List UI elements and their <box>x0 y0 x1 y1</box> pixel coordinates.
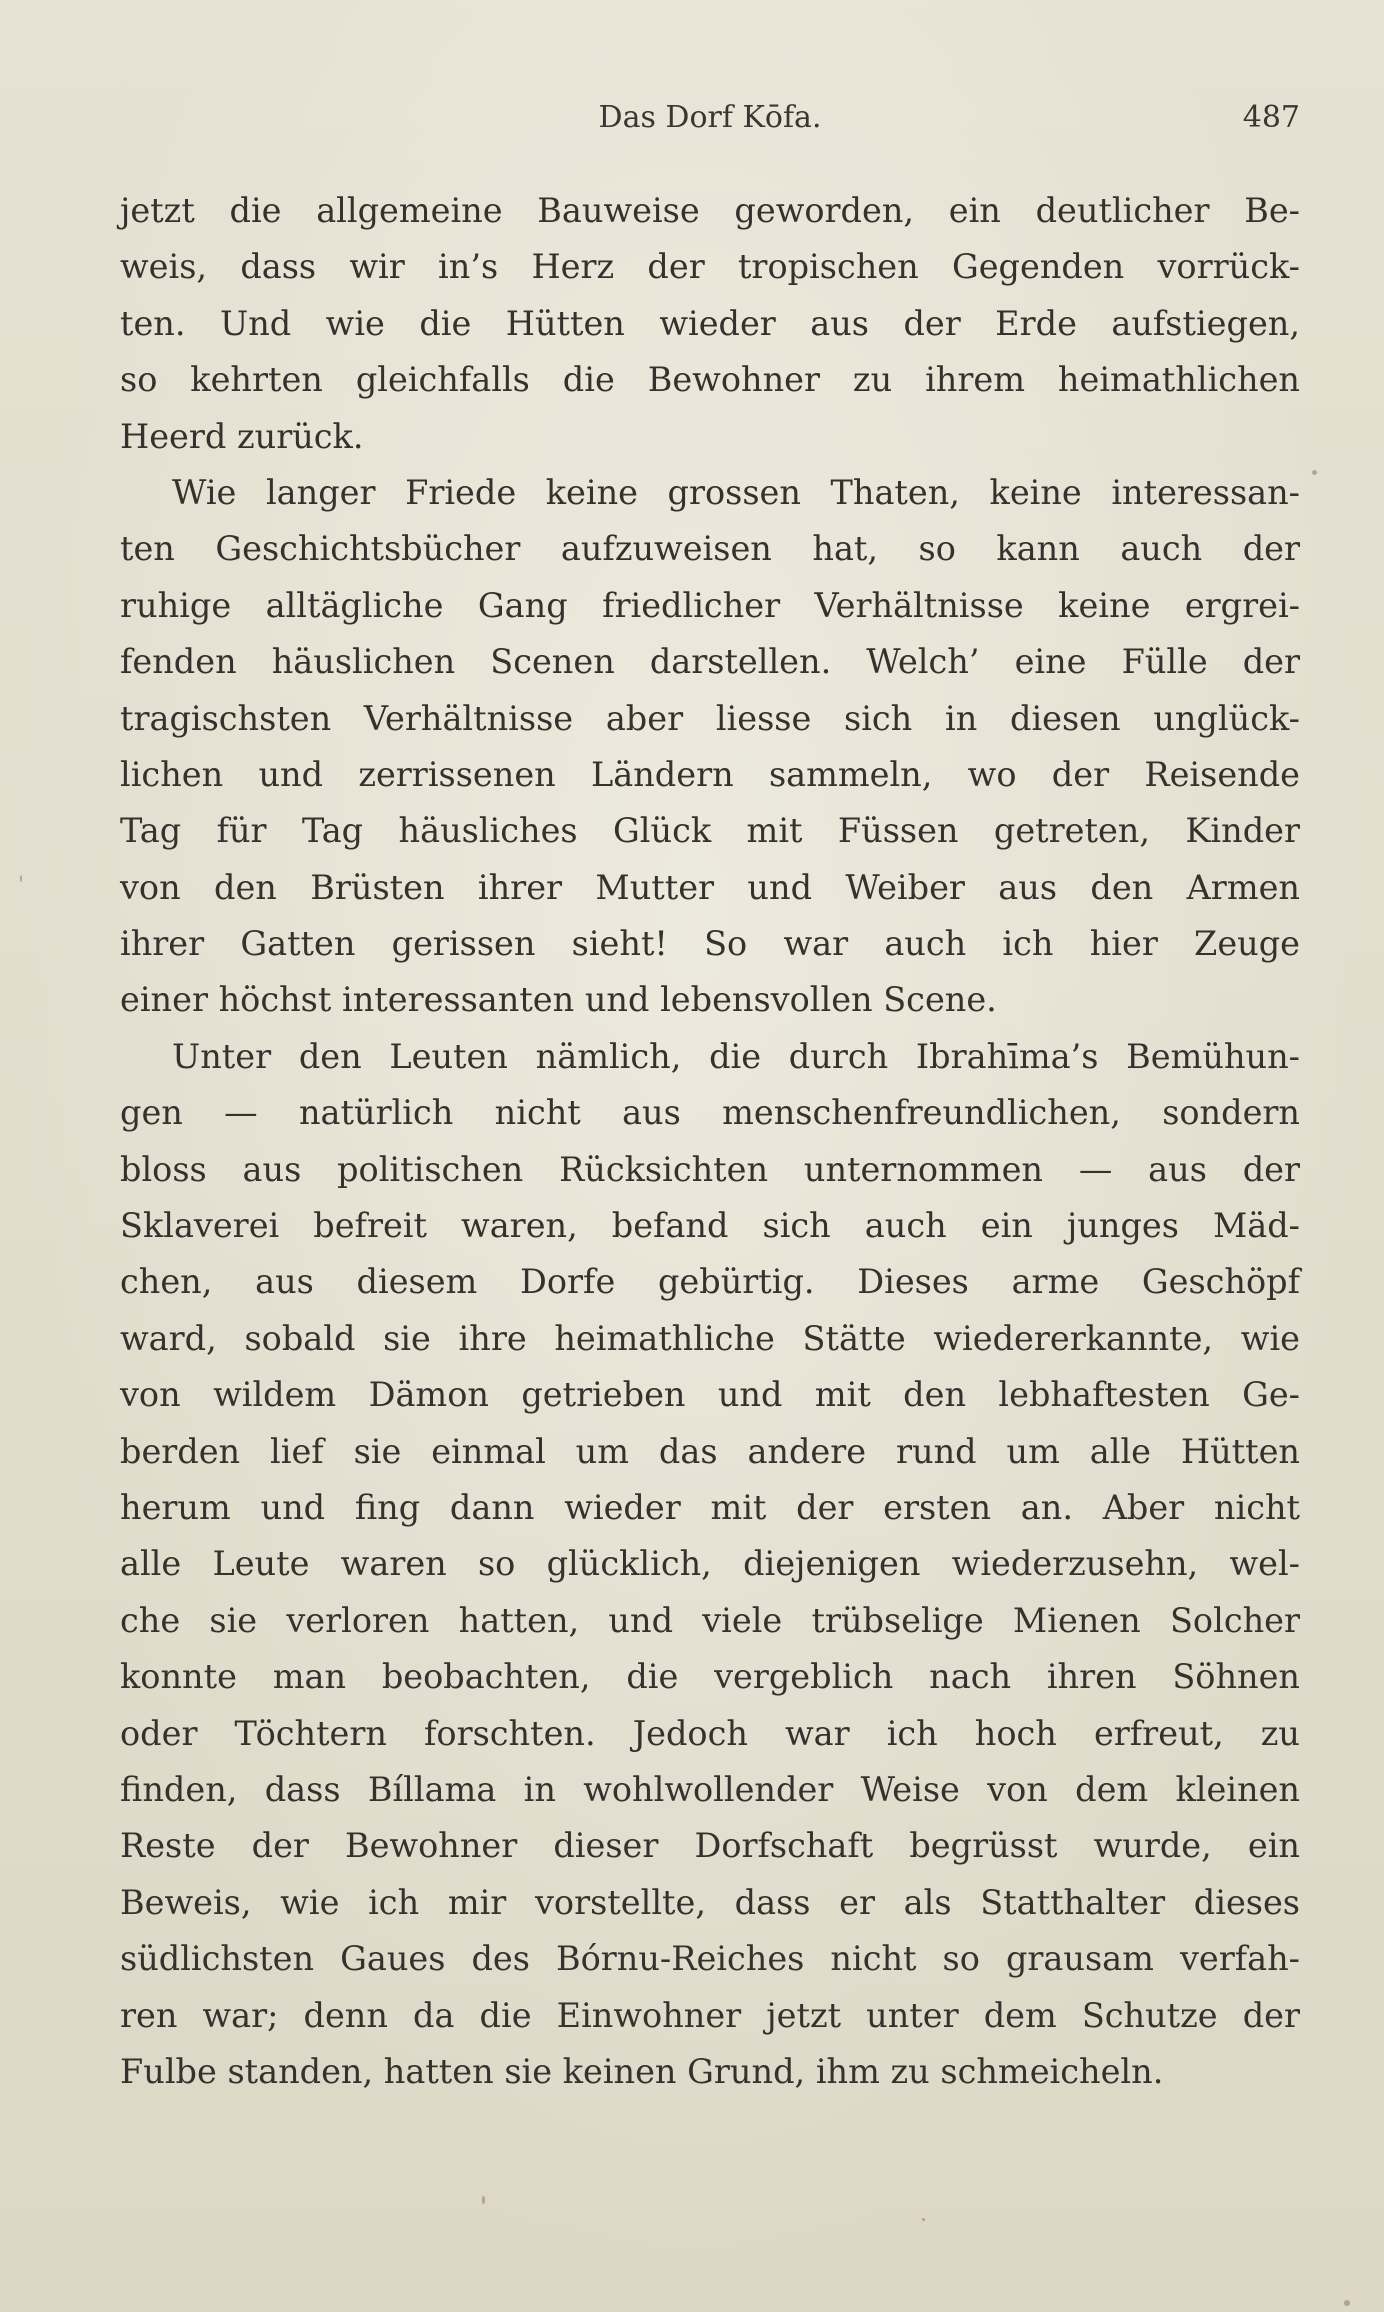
text-line: che sie verloren hatten, und viele trübselige Mienen Solcher <box>120 1600 1300 1640</box>
text-line: tragischsten Verhältnisse aber liesse sich in diesen unglück- <box>120 698 1300 738</box>
text-line: ward, sobald sie ihre heimathliche Stätte wiedererkannte, wie <box>120 1318 1300 1358</box>
text-line: Fulbe standen, hatten sie keinen Grund, ihm zu schmeicheln. <box>120 2051 1164 2091</box>
text-line: ren war; denn da die Einwohner jetzt unter dem Schutze der <box>120 1995 1300 2035</box>
text-line: von wildem Dämon getrieben und mit den lebhaftesten Ge- <box>120 1375 1300 1415</box>
text-line: ruhige alltägliche Gang friedlicher Verhältnisse keine ergrei- <box>120 585 1300 625</box>
text-line: Sklaverei befreit waren, befand sich auch ein junges Mäd- <box>120 1206 1300 1246</box>
text-line: einer höchst interessanten und lebensvollen Scene. <box>120 980 997 1020</box>
text-line: alle Leute waren so glücklich, diejenigen wiederzusehn, wel- <box>120 1544 1300 1584</box>
text-line: lichen und zerrissenen Ländern sammeln, wo der Reisende <box>120 754 1300 794</box>
text-line: chen, aus diesem Dorfe gebürtig. Dieses arme Geschöpf <box>120 1262 1300 1302</box>
paper-speck <box>1312 470 1317 475</box>
text-line: fenden häuslichen Scenen darstellen. Welch’ eine Fülle der <box>120 642 1300 682</box>
body-text <box>120 183 1300 2100</box>
paper-speck <box>1344 2300 1350 2306</box>
paper-speck <box>20 875 22 882</box>
text-line: Unter den Leuten nämlich, die durch Ibrahīma’s Bemühun- <box>172 1036 1300 1076</box>
text-line: Heerd zurück. <box>120 416 364 456</box>
text-line: ten Geschichtsbücher aufzuweisen hat, so kann auch der <box>120 529 1300 569</box>
text-line: finden, dass Bíllama in wohlwollender Weise von dem kleinen <box>120 1769 1300 1809</box>
text-line: so kehrten gleichfalls die Bewohner zu ihrem heimathlichen <box>120 360 1300 400</box>
text-line: Wie langer Friede keine grossen Thaten, keine interessan- <box>172 472 1300 512</box>
running-head <box>120 100 1300 150</box>
paper-speck <box>922 2218 925 2221</box>
page-number: 487 <box>1242 100 1300 135</box>
paper-speck <box>482 2196 485 2204</box>
text-line: konnte man beobachten, die vergeblich nach ihren Söhnen <box>120 1657 1300 1697</box>
text-line: südlichsten Gaues des Bórnu-Reiches nicht so grausam verfah- <box>120 1939 1300 1979</box>
text-line: berden lief sie einmal um das andere rund um alle Hütten <box>120 1431 1300 1471</box>
text-line: weis, dass wir in’s Herz der tropischen Gegenden vorrück- <box>120 247 1300 287</box>
text-line: bloss aus politischen Rücksichten unternommen — aus der <box>120 1149 1300 1189</box>
text-line: gen — natürlich nicht aus menschenfreundlichen, sondern <box>120 1093 1300 1133</box>
running-title: Das Dorf Kōfa. <box>598 100 822 135</box>
text-line: Beweis, wie ich mir vorstellte, dass er als Statthalter dieses <box>120 1882 1300 1922</box>
text-line: ihrer Gatten gerissen sieht! So war auch ich hier Zeuge <box>120 924 1300 964</box>
text-line: oder Töchtern forschten. Jedoch war ich hoch erfreut, zu <box>120 1713 1300 1753</box>
text-line: Tag für Tag häusliches Glück mit Füssen getreten, Kinder <box>120 811 1300 851</box>
text-line: von den Brüsten ihrer Mutter und Weiber aus den Armen <box>120 867 1300 907</box>
text-line: jetzt die allgemeine Bauweise geworden, ein deutlicher Be- <box>120 191 1300 230</box>
text-line: ten. Und wie die Hütten wieder aus der Erde aufstiegen, <box>120 303 1300 343</box>
text-line: Reste der Bewohner dieser Dorfschaft begrüsst wurde, ein <box>120 1826 1300 1866</box>
text-line: herum und fing dann wieder mit der ersten an. Aber nicht <box>120 1487 1300 1527</box>
